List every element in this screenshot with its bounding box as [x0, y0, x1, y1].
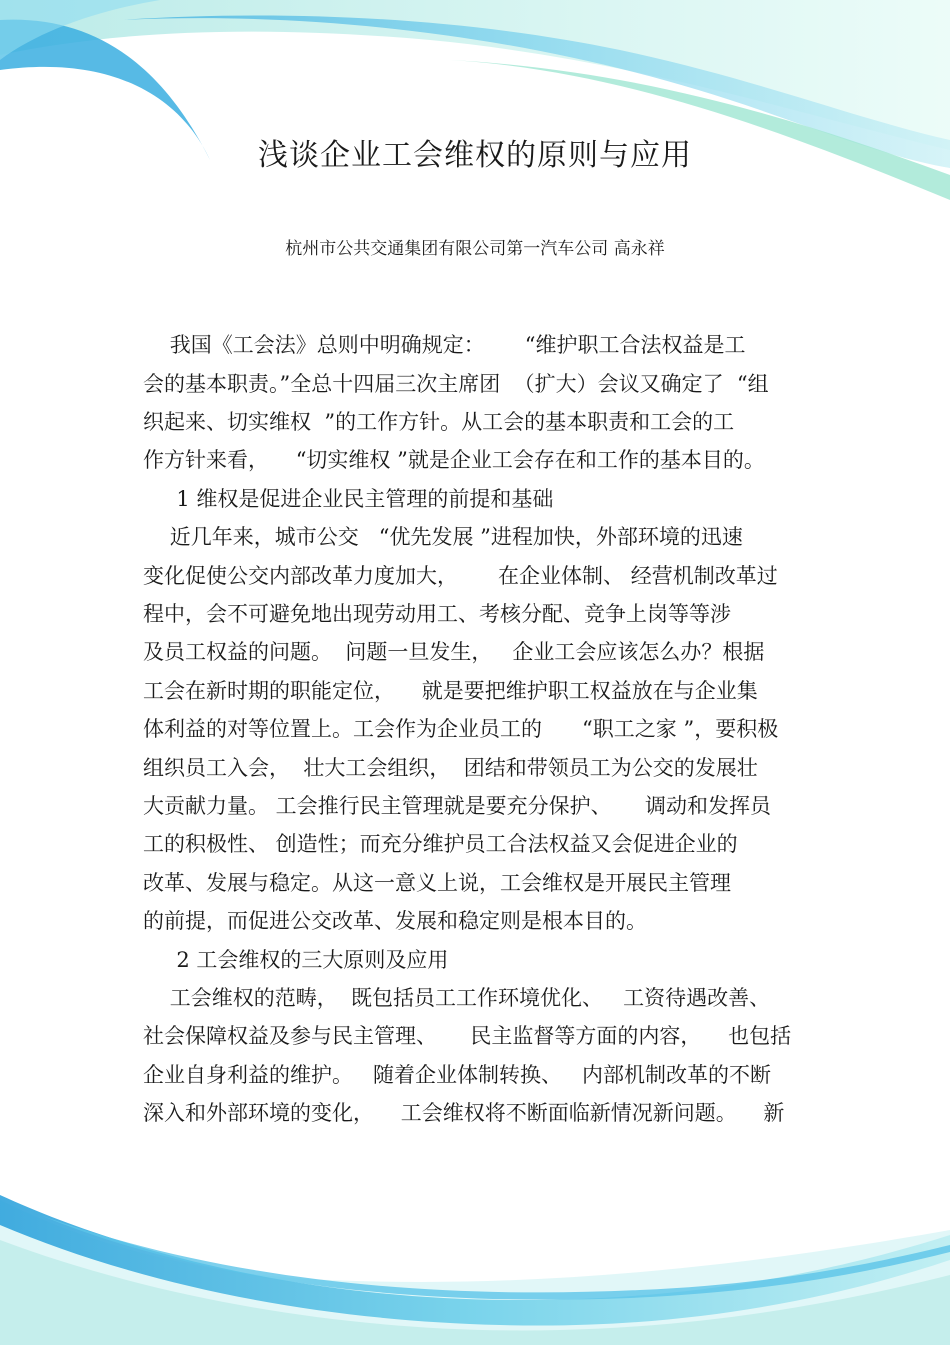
body-line: 变化促使公交内部改革力度加大， 在企业体制、 经营机制改革过	[143, 564, 778, 588]
body-line: 社会保障权益及参与民主管理、 民主监督等方面的内容， 也包括	[143, 1024, 792, 1048]
document-title: 浅谈企业工会维权的原则与应用	[258, 138, 692, 173]
body-line: 作方针来看， “切实维权 ”就是企业工会存在和工作的基本目的。	[143, 448, 765, 472]
body-line: 的前提，而促进公交改革、发展和稳定则是根本目的。	[143, 909, 647, 933]
body-line: 及员工权益的问题。 问题一旦发生， 企业工会应该怎么办？根据	[143, 640, 765, 664]
body-line: 组织员工入会， 壮大工会组织， 团结和带领员工为公交的发展壮	[143, 756, 758, 780]
body-line: 近几年来，城市公交 “优先发展 ”进程加快，外部环境的迅速	[143, 525, 743, 549]
body-line: 深入和外部环境的变化， 工会维权将不断面临新情况新问题。 新	[143, 1101, 785, 1125]
body-line: 会的基本职责。”全总十四届三次主席团 （扩大）会议又确定了 “组	[143, 372, 769, 396]
body-line: 工会在新时期的职能定位， 就是要把维护职工权益放在与企业集	[143, 679, 758, 703]
section-heading: 2 工会维权的三大原则及应用	[143, 948, 449, 972]
body-line: 大贡献力量。 工会推行民主管理就是要充分保护、 调动和发挥员	[143, 794, 772, 818]
body-line: 体利益的对等位置上。工会作为企业员工的 “职工之家 ”，要积极	[143, 717, 779, 741]
body-line: 改革、发展与稳定。从这一意义上说，工会维权是开展民主管理	[143, 871, 731, 895]
author-line: 杭州市公共交通集团有限公司第一汽车公司 高永祥	[285, 239, 665, 259]
body-line: 我国《工会法》总则中明确规定： “维护职工合法权益是工	[143, 333, 746, 357]
body-line: 企业自身利益的维护。 随着企业体制转换、 内部机制改革的不断	[143, 1063, 772, 1087]
body-line: 工的积极性、 创造性；而充分维护员工合法权益又会促进企业的	[143, 832, 738, 856]
body-line: 程中，会不可避免地出现劳动用工、考核分配、竞争上岗等等涉	[143, 602, 731, 626]
section-heading: 1 维权是促进企业民主管理的前提和基础	[143, 487, 554, 511]
body-line: 工会维权的范畴， 既包括员工工作环境优化、 工资待遇改善、	[143, 986, 771, 1010]
body-line: 织起来、切实维权 ”的工作方针。从工会的基本职责和工会的工	[143, 410, 735, 434]
